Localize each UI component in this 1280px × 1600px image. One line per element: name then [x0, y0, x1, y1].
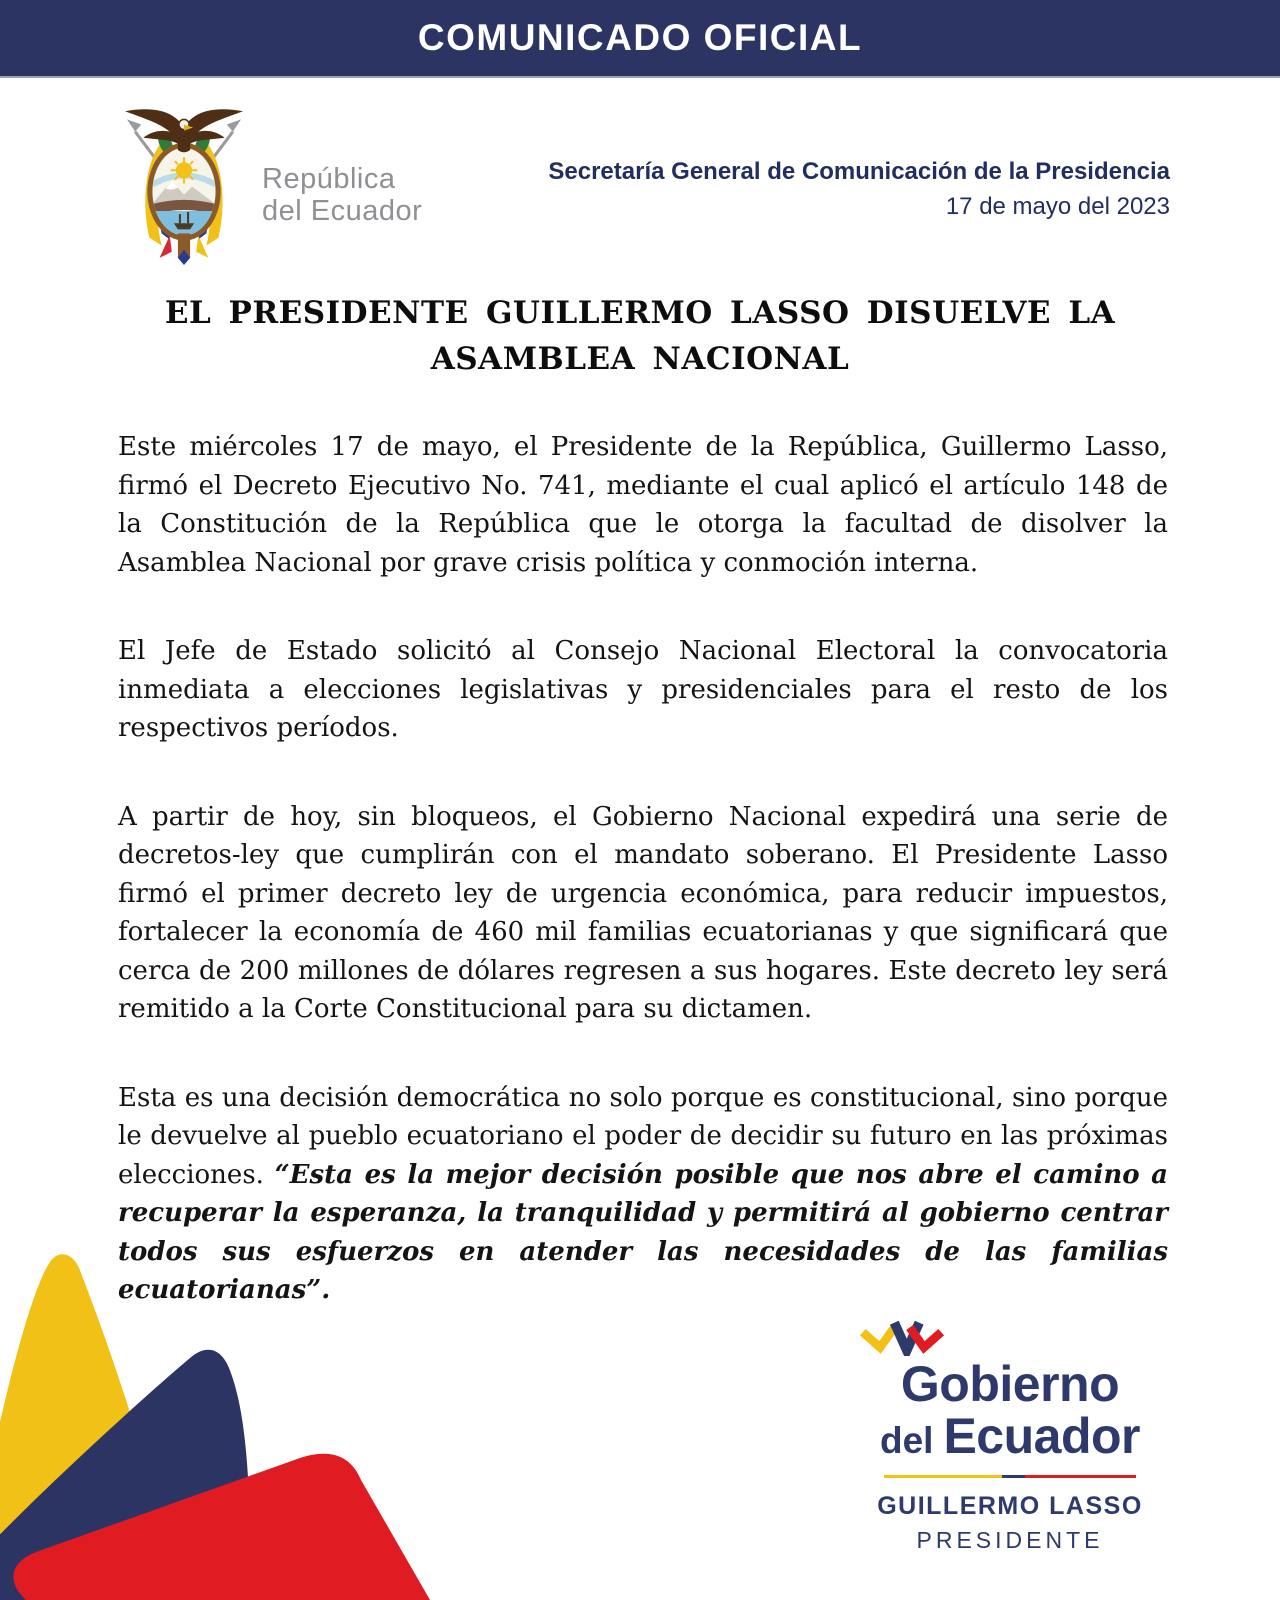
wordmark-line1: República [262, 163, 396, 195]
official-banner [0, 0, 1280, 78]
letterhead-right [548, 158, 1170, 221]
president-name: GUILLERMO LASSO [877, 1492, 1143, 1520]
document-title: EL PRESIDENTE GUILLERMO LASSO DISUELVE LA ASAMBLEA NACIONAL [164, 295, 1116, 377]
rule-yellow-segment [884, 1475, 1002, 1478]
tricolor-rule [884, 1475, 1136, 1478]
gobierno-logo-mark-icon [859, 1318, 945, 1356]
body-paragraph-2: El Jefe de Estado solicitó al Consejo Nacional Electoral la convocatoria inmediata a elecciones legislativas y presidenciales para el resto de los respectivos períodos. [118, 636, 1168, 743]
republica-del-ecuador-wordmark [262, 163, 422, 227]
gov-logo-del: del [879, 1420, 934, 1461]
body-paragraph-3: A partir de hoy, sin bloqueos, el Gobierno Nacional expedirá una serie de decretos-ley que cumplirán con el mandato soberano. El Presidente Lasso firmó el primer decreto ley de urgencia económica, para reducir impuestos, fortalecer la economía de 460 mil familias ecuatorianas y que significará que cerca de 200 millones de dólares regresen a sus hogares. Este decreto ley será remitido a la Corte Constitucional para su dictamen. [118, 801, 1168, 1024]
gov-logo-line1: Gobierno [900, 1356, 1120, 1412]
gov-logo-line2 [845, 1410, 1175, 1467]
document-title-wrap [0, 290, 1280, 382]
paragraph-4-lead: Esta es una decisión democrática no solo porque es constitucional, sino porque le devuelve al pueblo ecuatoriano el poder de decidir su futuro en las próximas elecciones. [118, 1082, 1168, 1190]
gobierno-del-ecuador-logo [845, 1318, 1175, 1554]
rule-navy-segment [1002, 1475, 1025, 1478]
issuing-office: Secretaría General de Comunicación de la Presidencia [548, 158, 1170, 185]
document-date: 17 de mayo del 2023 [945, 193, 1170, 220]
president-role: PRESIDENTE [916, 1527, 1104, 1553]
tricolor-petals-graphic [0, 1210, 470, 1600]
banner-title: COMUNICADO OFICIAL [417, 17, 863, 58]
paragraph-4-quote: “Esta es la mejor decisión posible que nos abre el camino a recuperar la esperanza, la tranquilidad y permitirá al gobierno centrar todos sus esfuerzos en atender las necesidades de las familias ecuatorianas”. [118, 1159, 1168, 1305]
wordmark-line2: del Ecuador [262, 195, 423, 227]
rule-red-segment [1025, 1475, 1136, 1478]
ecuador-coat-of-arms-icon [112, 97, 256, 265]
gov-logo-ecuador: Ecuador [943, 1408, 1141, 1464]
body-paragraph-1: Este miércoles 17 de mayo, el Presidente de la República, Guillermo Lasso, firmó el Decreto Ejecutivo No. 741, mediante el cual aplicó el artículo 148 de la Constitución de la República que le otorga la facultad de disolver la Asamblea Nacional por grave crisis política y conmoción interna. [118, 432, 1168, 578]
